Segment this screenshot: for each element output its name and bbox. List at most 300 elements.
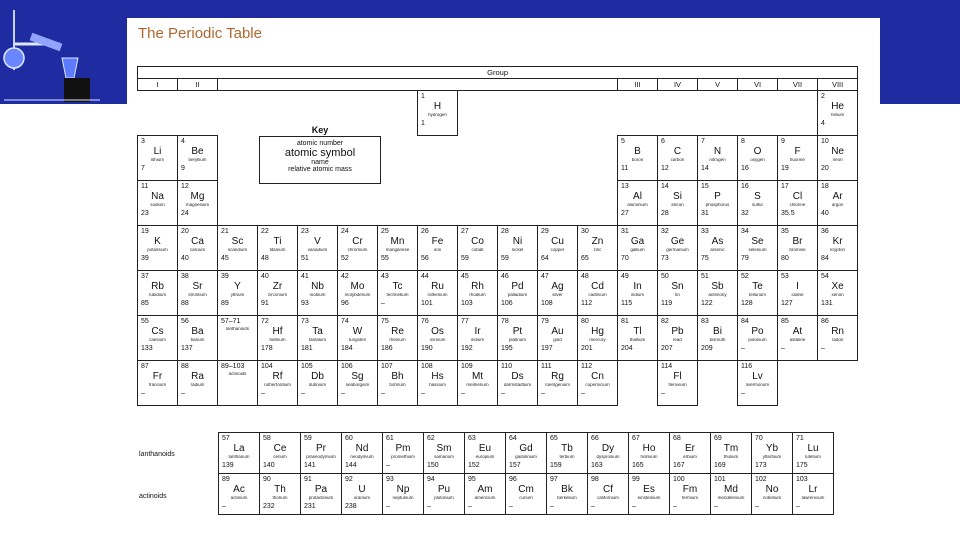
element-name: arsenic bbox=[710, 248, 725, 252]
element-cell bbox=[498, 226, 537, 270]
atomic-number: 57 bbox=[222, 435, 230, 442]
element-name: titanium bbox=[269, 248, 286, 252]
element-cell bbox=[465, 433, 505, 473]
element-name: gold bbox=[553, 338, 562, 342]
element-name: dubnium bbox=[308, 383, 327, 387]
atomic-mass: – bbox=[714, 502, 718, 510]
atomic-number: 10 bbox=[821, 138, 829, 145]
atomic-mass: 195 bbox=[501, 344, 513, 352]
atomic-number: 22 bbox=[261, 228, 269, 235]
atomic-number: 67 bbox=[632, 435, 640, 442]
atomic-mass: – bbox=[632, 502, 636, 510]
element-name: carbon bbox=[670, 158, 685, 162]
element-cell bbox=[258, 361, 297, 405]
element-name: francium bbox=[148, 383, 167, 387]
element-name: bohrium bbox=[389, 383, 406, 387]
empty-cell bbox=[418, 136, 458, 181]
atomic-number: 83 bbox=[701, 318, 709, 325]
empty-cell bbox=[218, 91, 258, 136]
empty-cell bbox=[738, 91, 778, 136]
element-name: cobalt bbox=[471, 248, 484, 252]
element-cell bbox=[178, 226, 217, 270]
atomic-mass: 7 bbox=[141, 164, 145, 172]
element-cell bbox=[778, 181, 817, 225]
atomic-mass: – bbox=[821, 344, 825, 352]
atomic-mass: – bbox=[796, 502, 800, 510]
empty-cell bbox=[498, 91, 538, 136]
atomic-mass: 167 bbox=[673, 461, 685, 469]
atomic-number: 55 bbox=[141, 318, 149, 325]
atomic-number: 3 bbox=[141, 138, 145, 145]
atomic-number: 96 bbox=[509, 476, 517, 483]
symbol: C bbox=[673, 146, 682, 157]
element-cell bbox=[260, 433, 300, 473]
atomic-mass: 80 bbox=[781, 254, 789, 262]
element-cell bbox=[506, 474, 546, 514]
atomic-number: 15 bbox=[701, 183, 709, 190]
atomic-number: 13 bbox=[621, 183, 629, 190]
atomic-number: 74 bbox=[341, 318, 349, 325]
symbol: Fl bbox=[673, 371, 682, 382]
element-cell bbox=[338, 316, 377, 360]
group-number: VII bbox=[778, 79, 818, 91]
atomic-number: 28 bbox=[501, 228, 509, 235]
atomic-mass: 73 bbox=[661, 254, 669, 262]
element-cell bbox=[698, 226, 737, 270]
element-cell bbox=[458, 316, 497, 360]
element-cell bbox=[538, 361, 577, 405]
element-name: americium bbox=[474, 496, 496, 500]
atomic-number: 30 bbox=[581, 228, 589, 235]
empty-cell bbox=[378, 181, 418, 226]
symbol: Ca bbox=[191, 236, 204, 247]
element-cell bbox=[547, 474, 587, 514]
group-number: III bbox=[618, 79, 658, 91]
element-cell bbox=[738, 316, 777, 360]
element-cell bbox=[383, 474, 423, 514]
element-cell bbox=[618, 226, 657, 270]
symbol: Dy bbox=[601, 443, 615, 454]
empty-cell bbox=[218, 136, 258, 181]
element-cell bbox=[301, 433, 341, 473]
symbol: Nb bbox=[311, 281, 324, 292]
atomic-mass: 65 bbox=[581, 254, 589, 262]
symbol: Lu bbox=[807, 443, 819, 454]
period-row bbox=[138, 136, 858, 181]
atomic-mass: 204 bbox=[621, 344, 633, 352]
atomic-mass: 207 bbox=[661, 344, 673, 352]
element-name: seaborgium bbox=[345, 383, 370, 387]
atomic-number: 91 bbox=[304, 476, 312, 483]
symbol: Rf bbox=[272, 371, 283, 382]
symbol: W bbox=[352, 326, 363, 337]
atomic-mass: 141 bbox=[304, 461, 316, 469]
empty-cell bbox=[378, 136, 418, 181]
atomic-mass: – bbox=[386, 502, 390, 510]
element-name: copernicium bbox=[585, 383, 610, 387]
element-cell bbox=[378, 316, 417, 360]
empty-cell bbox=[538, 181, 578, 226]
atomic-mass: 122 bbox=[701, 299, 713, 307]
symbol: H bbox=[433, 101, 442, 112]
symbol: Be bbox=[191, 146, 204, 157]
symbol: Li bbox=[153, 146, 162, 157]
atomic-number: 62 bbox=[427, 435, 435, 442]
element-name: berkelium bbox=[557, 496, 577, 500]
element-cell bbox=[658, 361, 697, 405]
element-cell bbox=[178, 361, 217, 405]
atomic-number: 69 bbox=[714, 435, 722, 442]
symbol: Yb bbox=[765, 443, 779, 454]
element-name: neodymium bbox=[350, 455, 374, 459]
element-cell bbox=[219, 474, 259, 514]
element-name: plutonium bbox=[434, 496, 454, 500]
element-cell bbox=[378, 361, 417, 405]
symbol: Sb bbox=[711, 281, 724, 292]
symbol: Cd bbox=[591, 281, 604, 292]
element-cell bbox=[658, 181, 697, 225]
element-cell bbox=[298, 316, 337, 360]
symbol: N bbox=[713, 146, 722, 157]
symbol: Ne bbox=[831, 146, 844, 157]
symbol: Md bbox=[724, 484, 738, 495]
atomic-number: 95 bbox=[468, 476, 476, 483]
symbol: At bbox=[792, 326, 803, 337]
atomic-number: 59 bbox=[304, 435, 312, 442]
atomic-number: 63 bbox=[468, 435, 476, 442]
symbol: Pr bbox=[316, 443, 326, 454]
atomic-mass: 152 bbox=[468, 461, 480, 469]
element-cell bbox=[588, 474, 628, 514]
atomic-mass: – bbox=[550, 502, 554, 510]
element-name: cerium bbox=[273, 455, 287, 459]
symbol: Bk bbox=[561, 484, 573, 495]
symbol: Th bbox=[274, 484, 286, 495]
element-cell bbox=[378, 226, 417, 270]
atomic-mass: 55 bbox=[381, 254, 389, 262]
atomic-mass: – bbox=[427, 502, 431, 510]
atomic-number: 33 bbox=[701, 228, 709, 235]
symbol: No bbox=[765, 484, 779, 495]
symbol: S bbox=[754, 191, 761, 202]
symbol: Ag bbox=[551, 281, 564, 292]
symbol: Cr bbox=[352, 236, 363, 247]
atomic-mass: 190 bbox=[421, 344, 433, 352]
element-name: rhenium bbox=[389, 338, 406, 342]
atomic-number: 17 bbox=[781, 183, 789, 190]
element-cell bbox=[738, 361, 777, 405]
atomic-mass: 48 bbox=[261, 254, 269, 262]
atomic-mass: 59 bbox=[461, 254, 469, 262]
atomic-number: 65 bbox=[550, 435, 558, 442]
element-name: radium bbox=[190, 383, 205, 387]
atomic-number: 41 bbox=[301, 273, 309, 280]
element-name: tantalum bbox=[308, 338, 327, 342]
element-cell bbox=[578, 271, 617, 315]
atomic-mass: 192 bbox=[461, 344, 473, 352]
atomic-mass: 16 bbox=[741, 164, 749, 172]
element-cell bbox=[629, 474, 669, 514]
atomic-mass: – bbox=[386, 461, 390, 469]
symbol: In bbox=[633, 281, 642, 292]
empty-cell bbox=[658, 91, 698, 136]
element-name: barium bbox=[190, 338, 205, 342]
element-name: einsteinium bbox=[637, 496, 661, 500]
key-title: Key bbox=[311, 125, 329, 135]
atomic-mass: 9 bbox=[181, 164, 185, 172]
element-name: zirconium bbox=[267, 293, 288, 297]
atomic-mass: 112 bbox=[581, 299, 593, 307]
atomic-number: 24 bbox=[341, 228, 349, 235]
element-cell bbox=[178, 181, 217, 225]
atomic-mass: 127 bbox=[781, 299, 793, 307]
period-row bbox=[138, 271, 858, 316]
atomic-number: 51 bbox=[701, 273, 709, 280]
element-name: technetium bbox=[386, 293, 409, 297]
element-cell bbox=[418, 91, 457, 135]
atomic-number: 2 bbox=[821, 93, 825, 100]
element-name: zinc bbox=[593, 248, 602, 252]
element-name: lanthanum bbox=[228, 455, 250, 459]
atomic-mass: 31 bbox=[701, 209, 709, 217]
atomic-number: 57–71 bbox=[221, 318, 241, 325]
element-name: lanthanoids bbox=[225, 327, 250, 331]
empty-cell bbox=[698, 91, 738, 136]
group-number: VIII bbox=[818, 79, 858, 91]
element-name: oxygen bbox=[750, 158, 765, 162]
atomic-mass: – bbox=[661, 389, 665, 397]
atomic-mass: 89 bbox=[221, 299, 229, 307]
element-name: thorium bbox=[272, 496, 288, 500]
element-name: neon bbox=[832, 158, 843, 162]
atomic-number: 1 bbox=[421, 93, 425, 100]
atomic-mass: 12 bbox=[661, 164, 669, 172]
atomic-number: 70 bbox=[755, 435, 763, 442]
atomic-number: 107 bbox=[381, 363, 393, 370]
element-name: magnesium bbox=[185, 203, 210, 207]
atomic-number: 19 bbox=[141, 228, 149, 235]
element-name: lutetium bbox=[805, 455, 821, 459]
symbol: As bbox=[711, 236, 724, 247]
element-name: iodine bbox=[791, 293, 804, 297]
symbol: Bi bbox=[713, 326, 722, 337]
element-name: terbium bbox=[559, 455, 575, 459]
atomic-mass: 137 bbox=[181, 344, 193, 352]
element-name: strontium bbox=[188, 293, 207, 297]
atomic-number: 88 bbox=[181, 363, 189, 370]
symbol: Sg bbox=[351, 371, 364, 382]
symbol: Fr bbox=[152, 371, 163, 382]
symbol: F bbox=[794, 146, 801, 157]
key-atomic-number: atomic number bbox=[296, 140, 344, 147]
element-name: molybdenum bbox=[344, 293, 371, 297]
element-cell bbox=[738, 226, 777, 270]
element-name: neptunium bbox=[392, 496, 414, 500]
symbol: Xe bbox=[831, 281, 844, 292]
element-name: platinum bbox=[508, 338, 526, 342]
element-cell bbox=[578, 361, 617, 405]
atomic-number: 46 bbox=[501, 273, 509, 280]
atomic-number: 25 bbox=[381, 228, 389, 235]
period-row bbox=[138, 361, 858, 406]
element-cell bbox=[752, 474, 792, 514]
symbol: Y bbox=[234, 281, 241, 292]
element-cell bbox=[218, 226, 257, 270]
element-name: boron bbox=[631, 158, 644, 162]
symbol: Hg bbox=[591, 326, 604, 337]
element-cell bbox=[418, 316, 457, 360]
symbol: Lv bbox=[752, 371, 763, 382]
element-cell bbox=[698, 181, 737, 225]
atomic-number: 112 bbox=[581, 363, 593, 370]
element-name: indium bbox=[630, 293, 645, 297]
element-name: nitrogen bbox=[709, 158, 726, 162]
element-name: darmstadtium bbox=[503, 383, 532, 387]
atomic-number: 77 bbox=[461, 318, 469, 325]
atomic-mass: 28 bbox=[661, 209, 669, 217]
element-name: sulfur bbox=[751, 203, 763, 207]
symbol: Ni bbox=[512, 236, 523, 247]
element-name: roentgenium bbox=[544, 383, 571, 387]
element-name: niobium bbox=[309, 293, 326, 297]
symbol: Re bbox=[391, 326, 404, 337]
element-name: promethium bbox=[391, 455, 415, 459]
atomic-number: 27 bbox=[461, 228, 469, 235]
empty-cell bbox=[538, 91, 578, 136]
empty-cell bbox=[498, 181, 538, 226]
element-name: copper bbox=[550, 248, 565, 252]
element-cell bbox=[711, 433, 751, 473]
atomic-mass: 39 bbox=[141, 254, 149, 262]
element-name: yttrium bbox=[230, 293, 245, 297]
symbol: Db bbox=[311, 371, 324, 382]
element-cell bbox=[298, 271, 337, 315]
element-cell bbox=[588, 433, 628, 473]
atomic-number: 86 bbox=[821, 318, 829, 325]
atomic-mass: – bbox=[501, 389, 505, 397]
element-name: nickel bbox=[511, 248, 524, 252]
atomic-number: 78 bbox=[501, 318, 509, 325]
atomic-mass: – bbox=[468, 502, 472, 510]
symbol: Te bbox=[752, 281, 763, 292]
lanthanoids-row bbox=[219, 433, 834, 474]
atomic-mass: 175 bbox=[796, 461, 808, 469]
atomic-number: 97 bbox=[550, 476, 558, 483]
atomic-mass: – bbox=[781, 344, 785, 352]
element-name: osmium bbox=[429, 338, 446, 342]
atomic-mass: 139 bbox=[222, 461, 234, 469]
atomic-mass: – bbox=[141, 389, 145, 397]
element-cell bbox=[424, 433, 464, 473]
periodic-table-main bbox=[137, 66, 858, 406]
atomic-mass: 128 bbox=[741, 299, 753, 307]
atomic-number: 116 bbox=[741, 363, 753, 370]
element-cell bbox=[793, 474, 833, 514]
element-cell bbox=[506, 433, 546, 473]
element-cell bbox=[465, 474, 505, 514]
atomic-mass: 96 bbox=[341, 299, 349, 307]
symbol: Br bbox=[792, 236, 803, 247]
atomic-number: 93 bbox=[386, 476, 394, 483]
atomic-number: 87 bbox=[141, 363, 149, 370]
element-cell bbox=[342, 433, 382, 473]
atomic-mass: 24 bbox=[181, 209, 189, 217]
empty-cell bbox=[378, 91, 418, 136]
element-cell bbox=[658, 136, 697, 180]
element-name: phosphorus bbox=[705, 203, 730, 207]
atomic-mass: 64 bbox=[541, 254, 549, 262]
element-cell bbox=[218, 316, 257, 360]
element-name: praseodymium bbox=[306, 455, 336, 459]
atomic-mass: 45 bbox=[221, 254, 229, 262]
symbol: Ac bbox=[233, 484, 245, 495]
period-row bbox=[138, 316, 858, 361]
symbol: Np bbox=[396, 484, 410, 495]
atomic-mass: 209 bbox=[701, 344, 713, 352]
symbol: Rh bbox=[471, 281, 484, 292]
element-cell bbox=[670, 433, 710, 473]
empty-cell bbox=[538, 136, 578, 181]
element-cell bbox=[218, 271, 257, 315]
symbol: Es bbox=[643, 484, 655, 495]
atomic-mass: – bbox=[181, 389, 185, 397]
atomic-mass: 70 bbox=[621, 254, 629, 262]
atomic-number: 98 bbox=[591, 476, 599, 483]
element-name: gallium bbox=[630, 248, 645, 252]
symbol: Lr bbox=[808, 484, 818, 495]
atomic-number: 42 bbox=[341, 273, 349, 280]
symbol: Mt bbox=[471, 371, 484, 382]
atomic-mass: 163 bbox=[591, 461, 603, 469]
element-cell bbox=[818, 226, 857, 270]
symbol: B bbox=[634, 146, 641, 157]
element-name: germanium bbox=[666, 248, 689, 252]
atomic-mass: 119 bbox=[661, 299, 673, 307]
atomic-mass: 169 bbox=[714, 461, 726, 469]
element-cell bbox=[498, 316, 537, 360]
atomic-number: 99 bbox=[632, 476, 640, 483]
atomic-number: 29 bbox=[541, 228, 549, 235]
symbol: Sr bbox=[192, 281, 203, 292]
group-number: IV bbox=[658, 79, 698, 91]
atomic-mass: 40 bbox=[181, 254, 189, 262]
symbol: Ce bbox=[273, 443, 287, 454]
atomic-mass: 238 bbox=[345, 502, 357, 510]
atomic-mass: 84 bbox=[821, 254, 829, 262]
element-cell bbox=[338, 361, 377, 405]
atomic-number: 109 bbox=[461, 363, 473, 370]
element-name: silicon bbox=[671, 203, 684, 207]
symbol: Hs bbox=[431, 371, 444, 382]
atomic-mass: – bbox=[741, 389, 745, 397]
symbol: Fm bbox=[682, 484, 698, 495]
empty-cell bbox=[778, 361, 818, 406]
atomic-mass: 133 bbox=[141, 344, 153, 352]
atomic-number: 54 bbox=[821, 273, 829, 280]
element-name: mendelevium bbox=[717, 496, 745, 500]
atomic-mass: – bbox=[741, 344, 745, 352]
symbol: Ga bbox=[630, 236, 645, 247]
element-cell bbox=[378, 271, 417, 315]
atomic-number: 92 bbox=[345, 476, 353, 483]
element-cell bbox=[618, 136, 657, 180]
atomic-number: 34 bbox=[741, 228, 749, 235]
group-number: II bbox=[178, 79, 218, 91]
symbol: Kr bbox=[832, 236, 843, 247]
element-name: tellurium bbox=[748, 293, 766, 297]
atomic-number: 79 bbox=[541, 318, 549, 325]
element-name: cadmium bbox=[588, 293, 607, 297]
